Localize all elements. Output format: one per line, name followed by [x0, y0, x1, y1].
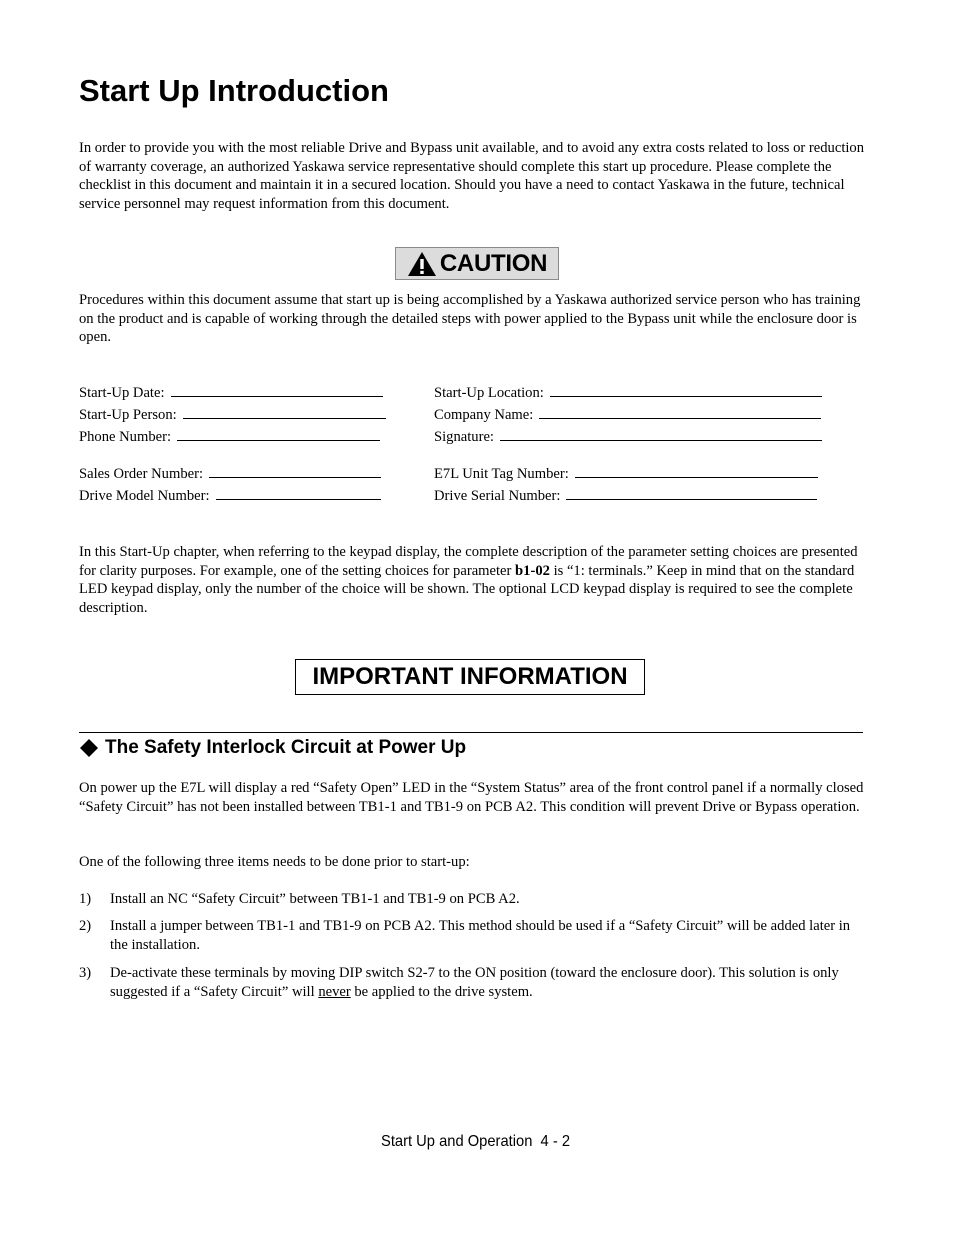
e7l-unit-tag-number-field[interactable]	[434, 465, 818, 483]
drive-serial-number-field[interactable]	[434, 487, 817, 505]
prior-startup-paragraph: One of the following three items needs to be done prior to start-up:	[79, 854, 470, 870]
warning-triangle-icon	[407, 251, 437, 277]
startup-person-field[interactable]	[79, 406, 386, 424]
list-text	[110, 964, 860, 1002]
startup-location-label: Start-Up Location:	[434, 385, 544, 401]
e7l-unit-tag-number-label: E7L Unit Tag Number:	[434, 466, 569, 482]
list-number: 3)	[79, 965, 92, 981]
sales-order-number-label: Sales Order Number:	[79, 466, 204, 482]
interlock-paragraph: On power up the E7L will display a red “Safety Open” LED in the “System Status” area of the front control panel if a normally closed “Safety Circuit” has not been installed between TB1-1 and TB1-9 on PCB A2. This condition will prevent Drive or Bypass operation.	[79, 780, 864, 815]
section-heading	[79, 737, 466, 759]
signature-line[interactable]	[500, 428, 822, 441]
startup-date-label: Start-Up Date:	[79, 385, 165, 401]
startup-date-field[interactable]	[79, 384, 383, 402]
company-name-label: Company Name:	[434, 407, 534, 423]
list-text-part: be applied to the drive system.	[350, 984, 533, 1000]
list-text-part: De-activate these terminals by moving DIP switch S2-7 to the ON position (toward the enclosure door). This solution is only suggested if a “Safety Circuit” will	[110, 965, 839, 1000]
important-information-label: IMPORTANT INFORMATION	[312, 663, 628, 690]
caution-banner	[395, 247, 559, 280]
underlined-word: never	[318, 984, 351, 1000]
diamond-bullet-icon	[79, 738, 99, 758]
drive-model-number-field[interactable]	[79, 487, 381, 505]
drive-serial-number-line[interactable]	[566, 487, 817, 500]
startup-location-field[interactable]	[434, 384, 822, 402]
section-divider	[79, 732, 863, 733]
sales-order-number-line[interactable]	[209, 465, 381, 478]
phone-number-label: Phone Number:	[79, 429, 172, 445]
list-text: Install a jumper between TB1-1 and TB1-9 on PCB A2. This method should be used if a “Safety Circuit” will be added later in the installation.	[110, 918, 851, 953]
startup-person-line[interactable]	[183, 406, 386, 419]
caution-label: CAUTION	[439, 249, 548, 277]
keypad-text-2: is “1: terminals.” Keep in mind that on the standard LED keypad display, only the number of the choice will be shown. The optional LCD keypad display is required to see the complete description.	[79, 562, 855, 616]
sales-order-number-field[interactable]	[79, 465, 381, 483]
list-number: 2)	[79, 918, 92, 934]
section-heading-text: The Safety Interlock Circuit at Power Up	[105, 737, 467, 758]
list-number: 1)	[79, 891, 92, 907]
page-footer: Start Up and Operation 4 - 2	[381, 1133, 571, 1150]
page-title: Start Up Introduction	[79, 73, 389, 108]
e7l-unit-tag-number-line[interactable]	[575, 465, 818, 478]
company-name-field[interactable]	[434, 406, 821, 424]
phone-number-line[interactable]	[177, 428, 380, 441]
signature-field[interactable]	[434, 428, 822, 446]
caution-paragraph: Procedures within this document assume that start up is being accomplished by a Yaskawa authorized service person who has training on the product and is capable of working through the detailed steps with power applied to the Bypass unit while the enclosure door is open.	[79, 292, 861, 346]
drive-model-number-line[interactable]	[216, 487, 381, 500]
parameter-code: b1-02	[515, 562, 550, 579]
list-text: Install an NC “Safety Circuit” between TB1-1 and TB1-9 on PCB A2.	[110, 891, 520, 907]
startup-person-label: Start-Up Person:	[79, 407, 177, 423]
drive-serial-number-label: Drive Serial Number:	[434, 488, 561, 504]
phone-number-field[interactable]	[79, 428, 380, 446]
drive-model-number-label: Drive Model Number:	[79, 488, 210, 504]
intro-paragraph: In order to provide you with the most reliable Drive and Bypass unit available, and to avoid any extra costs related to loss or reduction of warranty coverage, an authorized Yaskawa service representative should complete this start up procedure. Please complete the checklist in this document and maintain it in a secured location. Should you have a need to contact Yaskawa in the future, technical service personnel may request information from this document.	[79, 140, 865, 212]
keypad-paragraph	[79, 543, 869, 617]
signature-label: Signature:	[434, 429, 494, 445]
startup-location-line[interactable]	[550, 384, 822, 397]
important-information-banner	[295, 659, 645, 695]
keypad-text-1: In this Start-Up chapter, when referring to the keypad display, the complete description of the parameter setting choices are presented for clarity purposes. For example, one of the setting choices for parameter	[79, 544, 858, 579]
startup-date-line[interactable]	[171, 384, 383, 397]
company-name-line[interactable]	[539, 406, 821, 419]
